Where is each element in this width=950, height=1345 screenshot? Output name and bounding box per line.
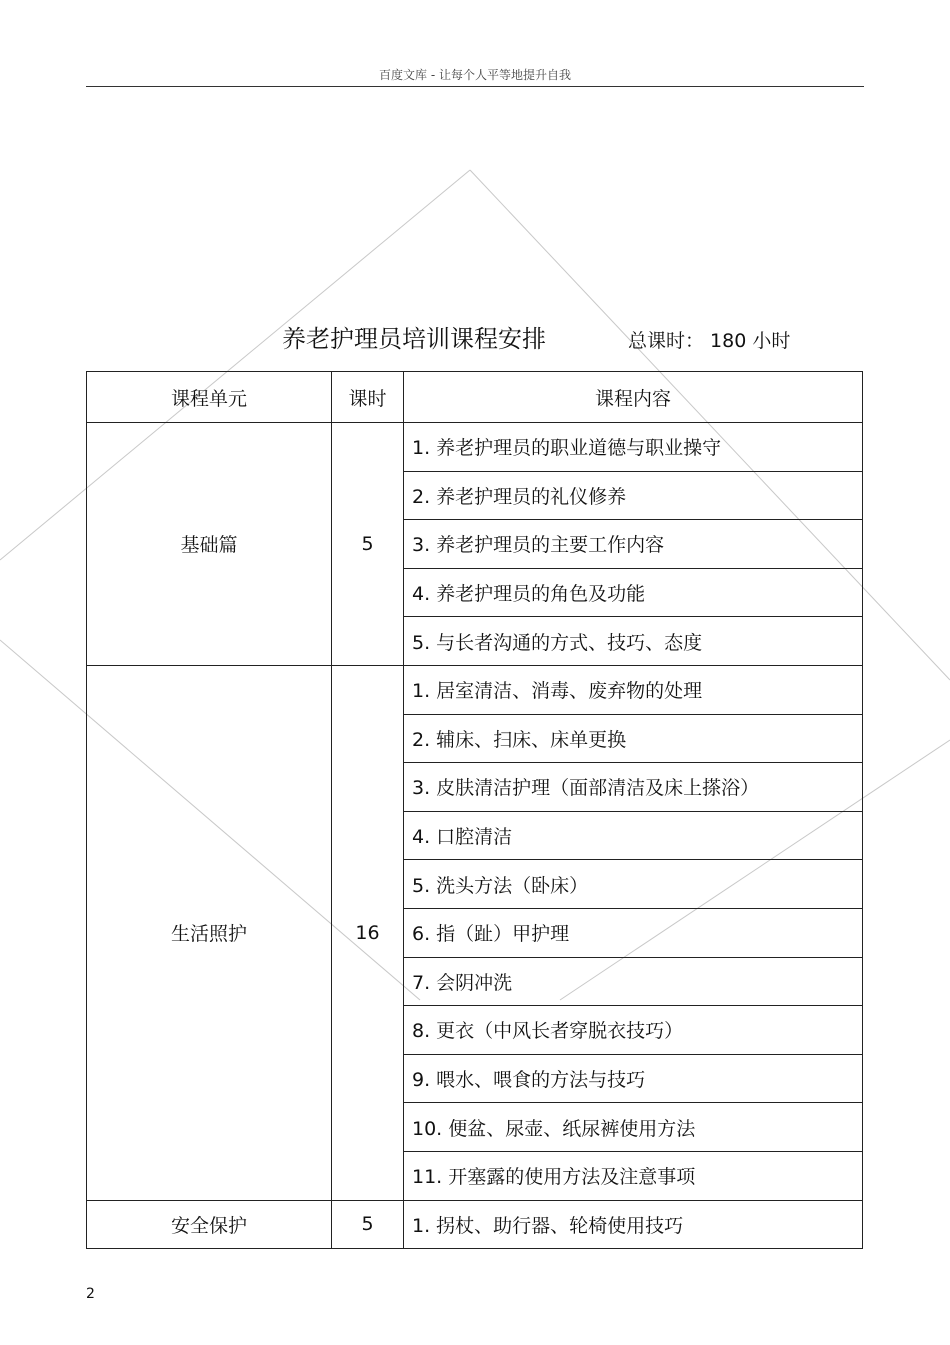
table-header-row xyxy=(87,372,863,423)
content-item: 2. 辅床、扫床、床单更换 xyxy=(404,714,863,763)
content-item: 8. 更衣（中风长者穿脱衣技巧） xyxy=(404,1006,863,1055)
unit-cell: 安全保护 xyxy=(87,1200,332,1249)
table-row xyxy=(87,1200,863,1249)
hours-cell: 5 xyxy=(332,423,404,666)
page-header: 百度文库 - 让每个人平等地提升自我 xyxy=(379,68,571,82)
content-item: 2. 养老护理员的礼仪修养 xyxy=(404,471,863,520)
total-hours: 总课时： 180 小时 xyxy=(628,330,791,352)
title-row xyxy=(0,322,950,358)
header-content: 课程内容 xyxy=(404,372,863,423)
content-item: 9. 喂水、喂食的方法与技巧 xyxy=(404,1054,863,1103)
content-item: 4. 口腔清洁 xyxy=(404,811,863,860)
unit-cell: 基础篇 xyxy=(87,423,332,666)
content-item: 1. 拐杖、助行器、轮椅使用技巧 xyxy=(404,1200,863,1249)
content-item: 5. 洗头方法（卧床） xyxy=(404,860,863,909)
hours-cell: 16 xyxy=(332,665,404,1200)
header-divider xyxy=(86,86,864,87)
content-item: 3. 养老护理员的主要工作内容 xyxy=(404,520,863,569)
document-title: 养老护理员培训课程安排 xyxy=(282,325,546,353)
header-hours: 课时 xyxy=(332,372,404,423)
table-row xyxy=(87,423,863,472)
content-item: 1. 居室清洁、消毒、废弃物的处理 xyxy=(404,665,863,714)
hours-cell: 5 xyxy=(332,1200,404,1249)
content-item: 6. 指（趾）甲护理 xyxy=(404,908,863,957)
content-item: 11. 开塞露的使用方法及注意事项 xyxy=(404,1151,863,1200)
page-number: 2 xyxy=(86,1286,95,1302)
content-item: 10. 便盆、尿壶、纸尿裤使用方法 xyxy=(404,1103,863,1152)
header-unit: 课程单元 xyxy=(87,372,332,423)
content-item: 4. 养老护理员的角色及功能 xyxy=(404,568,863,617)
content-item: 7. 会阴冲洗 xyxy=(404,957,863,1006)
content-item: 5. 与长者沟通的方式、技巧、态度 xyxy=(404,617,863,666)
unit-cell: 生活照护 xyxy=(87,665,332,1200)
content-item: 3. 皮肤清洁护理（面部清洁及床上搽浴） xyxy=(404,763,863,812)
course-table xyxy=(86,371,863,1249)
table-row xyxy=(87,665,863,714)
content-item: 1. 养老护理员的职业道德与职业操守 xyxy=(404,423,863,472)
